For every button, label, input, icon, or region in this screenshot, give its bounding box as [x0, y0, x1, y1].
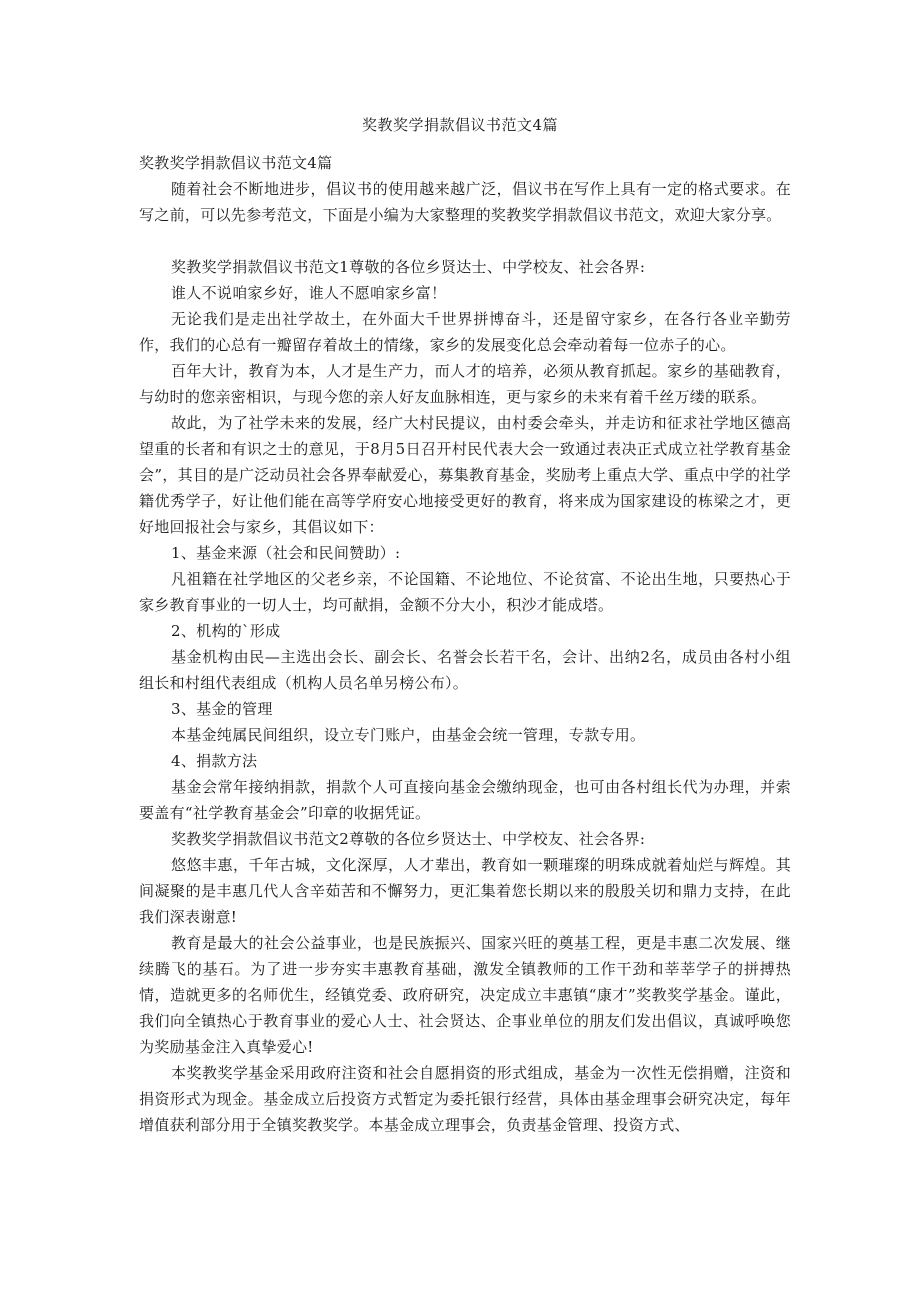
paragraph: 本基金纯属民间组织，设立专门账户，由基金会统一管理，专款专用。	[171, 726, 646, 744]
paragraph: 教育是最大的社会公益事业，也是民族振兴、国家兴旺的奠基工程，更是丰惠二次发展、继续腾飞的基石。为了进一步夯实丰惠教育基础，激发全镇教师的工作干劲和莘莘学子的拼搏热情，造就更多的名师优生，经镇党委、政府研究，决定成立丰惠镇“康才”奖教奖学基金。谨此，我们向全镇热心于教育事业的爱心人士、社会贤达、企事业单位的朋友们发出倡议，真诚呼唤您为奖励基金注入真挚爱心!	[139, 934, 791, 1056]
section-heading-organization: 2、机构的`形成	[171, 622, 281, 640]
paragraph: 谁人不说咱家乡好，谁人不愿咱家乡富！	[171, 284, 447, 302]
paragraph: 无论我们是走出社学故土，在外面大千世界拼博奋斗，还是留守家乡，在各行各业辛勤劳作，我们的心总有一瓣留存着故土的情缘，家乡的发展变化总会牵动着每一位赤子的心。	[139, 310, 791, 354]
paragraph: 悠悠丰惠，千年古城，文化深厚，人才辈出，教育如一颗璀璨的明珠成就着灿烂与辉煌。其间凝聚的是丰惠几代人含辛茹苦和不懈努力，更汇集着您长期以来的殷殷关切和鼎力支持，在此我们深表谢意!	[139, 856, 791, 926]
section-heading-fund-source: 1、基金来源（社会和民间赞助）:	[171, 544, 401, 562]
paragraph: 百年大计，教育为本，人才是生产力，而人才的培养，必须从教育抓起。家乡的基础教育，与幼时的您亲密相识，与现今您的亲人好友血脉相连，更与家乡的未来有着千丝万缕的联系。	[139, 362, 791, 406]
paragraph: 凡祖籍在社学地区的父老乡亲，不论国籍、不论地位、不论贫富、不论出生地，只要热心于家乡教育事业的一切人士，均可献捐，金额不分大小，积沙才能成塔。	[139, 570, 791, 614]
paragraph: 故此，为了社学未来的发展，经广大村民提议，由村委会牵头，并走访和征求社学地区德高望重的长者和有识之士的意见，于8月5日召开村民代表大会一致通过表决正式成立社学教育基金会”，其目的是广泛动员社会各界奉献爱心，募集教育基金，奖励考上重点大学、重点中学的社学籍优秀学子，好让他们能在高等学府安心地接受更好的教育，将来成为国家建设的栋梁之才，更好地回报社会与家乡，其倡议如下：	[139, 414, 791, 536]
section-heading-donation-method: 4、捐款方法	[171, 752, 258, 770]
document-body	[139, 150, 791, 1138]
paragraph-sample2-heading: 奖教奖学捐款倡议书范文2尊敬的各位乡贤达士、中学校友、社会各界:	[171, 830, 646, 848]
document-subtitle: 奖教奖学捐款倡议书范文4篇	[139, 154, 333, 172]
paragraph-intro: 随着社会不断地进步，倡议书的使用越来越广泛，倡议书在写作上具有一定的格式要求。在写之前，可以先参考范文，下面是小编为大家整理的奖教奖学捐款倡议书范文，欢迎大家分享。	[139, 180, 791, 224]
paragraph: 基金机构由民—主选出会长、副会长、名誉会长若干名，会计、出纳2名，成员由各村小组组长和村组代表组成（机构人员名单另榜公布）。	[139, 648, 791, 692]
paragraph: 本奖教奖学基金采用政府注资和社会自愿捐资的形式组成，基金为一次性无偿捐赠，注资和捐资形式为现金。基金成立后投资方式暂定为委托银行经营，具体由基金理事会研究决定，每年增值获利部分用于全镇奖教奖学。本基金成立理事会，负责基金管理、投资方式、	[139, 1064, 791, 1134]
document-title: 奖教奖学捐款倡议书范文4篇	[361, 116, 559, 134]
paragraph-sample1-heading: 奖教奖学捐款倡议书范文1尊敬的各位乡贤达士、中学校友、社会各界:	[171, 258, 646, 276]
section-heading-management: 3、基金的管理	[171, 700, 273, 718]
paragraph: 基金会常年接纳捐款，捐款个人可直接向基金会缴纳现金，也可由各村组长代为办理，并索要盖有“社学教育基金会”印章的收据凭证。	[139, 778, 791, 822]
